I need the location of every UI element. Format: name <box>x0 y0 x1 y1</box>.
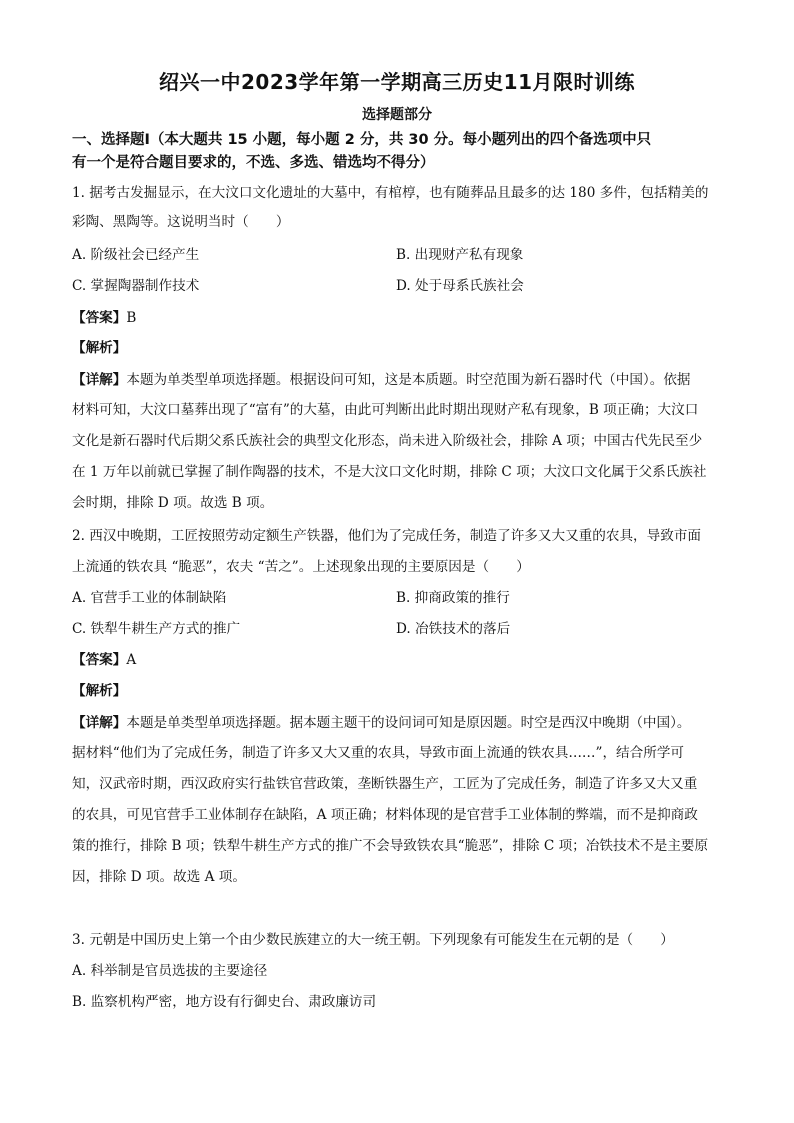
q1-detail-text-1: 本题为单类型单项选择题。根据设问可知，这是本质题。时空范围为新石器时代（中国）。依据 <box>126 372 691 388</box>
q2-detail-line-5: 策的推行，排除 B 项；铁犁牛耕生产方式的推广不会导致铁农具“脆恶”，排除 C 项；冶铁技术不是主要原 <box>72 838 709 854</box>
q2-analysis-tag: 【解析】 <box>72 683 127 699</box>
q3-option-a: A. 科举制是官员选拔的主要途径 <box>72 963 268 979</box>
q2-answer <box>72 650 732 670</box>
q2-analysis <box>72 681 732 701</box>
q2-option-c: C. 铁犁牛耕生产方式的推广 <box>72 621 241 637</box>
q3-stem-line-1: 3. 元朝是中国历史上第一个由少数民族建立的大一统王朝。下列现象有可能发生在元朝的是（ ） <box>72 932 674 948</box>
q2-stem-line-1: 2. 西汉中晚期，工匠按照劳动定额生产铁器，他们为了完成任务，制造了许多又大又重的农具，导致市面 <box>72 528 702 544</box>
q3-option-b: B. 监察机构严密，地方设有行御史台、肃政廉访司 <box>72 994 377 1010</box>
q2-option-a: A. 官营手工业的体制缺陷 <box>72 590 227 606</box>
q1-answer <box>72 308 732 328</box>
section-subtitle: 选择题部分 <box>362 107 432 123</box>
q1-detail-tag: 【详解】 <box>72 372 127 388</box>
q1-answer-tag: 【答案】 <box>72 310 127 326</box>
q2-option-d: D. 冶铁技术的落后 <box>396 621 511 637</box>
section-heading-line-1: 一、选择题Ⅰ（本大题共 15 小题，每小题 2 分，共 30 分。每小题列出的四个备选项中只 <box>72 132 652 148</box>
q2-detail-line-4: 的农具，可见官营手工业体制存在缺陷，A 项正确；材料体现的是官营手工业体制的弊端，而不是抑商政 <box>72 807 698 823</box>
q1-detail-line-4: 在 1 万年以前就已掌握了制作陶器的技术，不是大汶口文化时期，排除 C 项；大汶口文化属于父系氏族社 <box>72 464 707 480</box>
q2-answer-tag: 【答案】 <box>72 652 127 668</box>
q1-analysis-tag: 【解析】 <box>72 340 127 356</box>
q1-detail-line-1 <box>72 370 732 390</box>
q1-detail-line-2: 材料可知，大汶口墓葬出现了“富有”的大墓，由此可判断出此时期出现财产私有现象，B 项正确；大汶口 <box>72 402 699 418</box>
q2-detail-line-1 <box>72 713 732 733</box>
q2-detail-line-3: 知，汉武帝时期，西汉政府实行盐铁官营政策，垄断铁器生产，工匠为了完成任务，制造了许多又大又重 <box>72 776 698 792</box>
q1-option-d: D. 处于母系氏族社会 <box>396 278 524 294</box>
q2-detail-line-2: 据材料“他们为了完成任务，制造了许多又大又重的农具，导致市面上流通的铁农具……”，结合所学可 <box>72 745 685 761</box>
page-title: 绍兴一中2023学年第一学期高三历史11月限时训练 <box>159 70 635 94</box>
q1-option-a: A. 阶级社会已经产生 <box>72 247 200 263</box>
q1-analysis <box>72 338 732 358</box>
q1-option-c: C. 掌握陶器制作技术 <box>72 278 200 294</box>
q1-stem-line-1: 1. 据考古发掘显示，在大汶口文化遗址的大墓中，有棺椁，也有随葬品且最多的达 180 多件，包括精美的 <box>72 185 709 201</box>
q1-stem-line-2: 彩陶、黑陶等。这说明当时（ ） <box>72 214 290 230</box>
q2-detail-tag: 【详解】 <box>72 715 127 731</box>
q2-stem-line-2: 上流通的铁农具 “脆恶”，农夫 “苦之”。上述现象出现的主要原因是（ ） <box>72 559 530 575</box>
q2-answer-value: A <box>126 652 137 668</box>
q2-detail-line-6: 因，排除 D 项。故选 A 项。 <box>72 869 246 885</box>
q1-option-b: B. 出现财产私有现象 <box>396 247 524 263</box>
q1-answer-value: B <box>126 310 137 326</box>
q1-detail-line-5: 会时期，排除 D 项。故选 B 项。 <box>72 495 274 511</box>
q2-option-b: B. 抑商政策的推行 <box>396 590 510 606</box>
q2-detail-text-1: 本题是单类型单项选择题。据本题主题干的设问词可知是原因题。时空是西汉中晚期（中国）。 <box>126 715 691 731</box>
section-heading-line-2: 有一个是符合题目要求的，不选、多选、错选均不得分） <box>72 155 435 171</box>
q1-detail-line-3: 文化是新石器时代后期父系氏族社会的典型文化形态，尚未进入阶级社会，排除 A 项；中国古代先民至少 <box>72 433 703 449</box>
